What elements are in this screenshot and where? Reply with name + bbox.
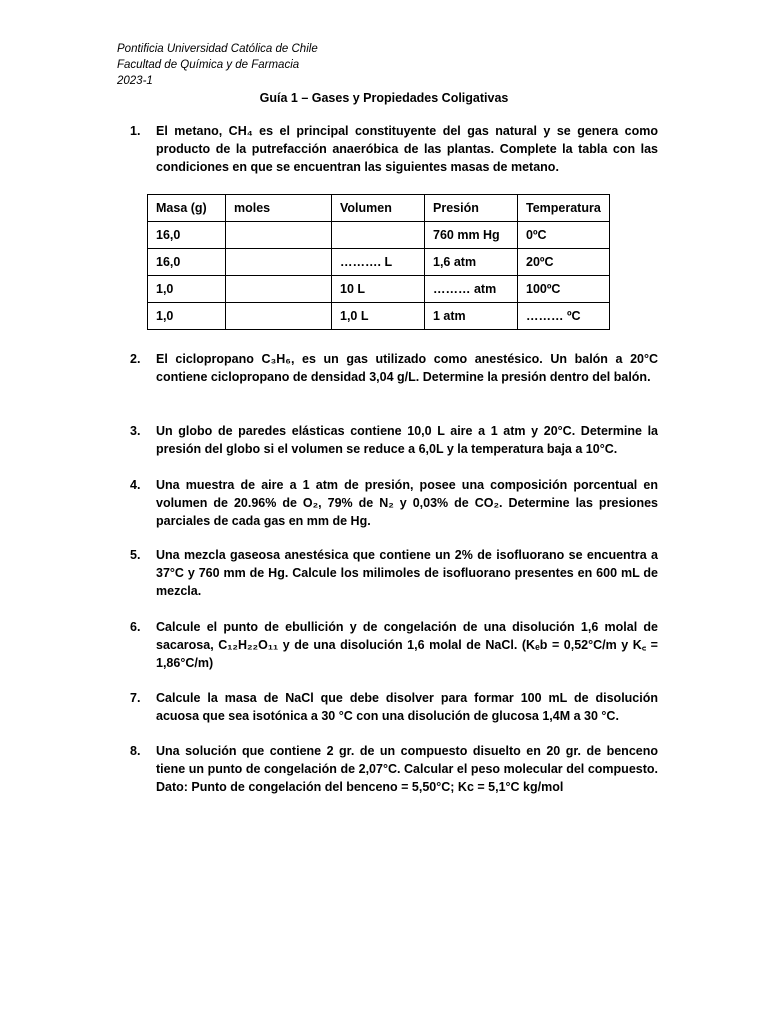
question-text: Una solución que contiene 2 gr. de un compuesto disuelto en 20 gr. de benceno tiene un punto de congelación de 2,07°C. Calcular el peso molecular del compuesto. Dato: Punto de congelación del benceno = 5,50°C; Kc = 5,1°C kg/mol <box>156 744 658 794</box>
question-text: Calcule la masa de NaCl que debe disolver para formar 100 mL de disolución acuosa que sea isotónica a 30 °C con una disolución de glucosa 1,4M a 30 °C. <box>156 691 658 723</box>
header-pressure: Presión <box>425 195 518 222</box>
table-header-row <box>148 195 610 222</box>
table-cell: 16,0 <box>148 249 226 276</box>
question-text: Una mezcla gaseosa anestésica que contiene un 2% de isofluorano se encuentra a 37°C y 760 mm de Hg. Calcule los milimoles de isofluorano presentes en 600 mL de mezcla. <box>156 548 658 598</box>
table-cell: ………. L <box>332 249 425 276</box>
table-row <box>148 276 610 303</box>
question-number: 1. <box>130 124 141 138</box>
question-7 <box>130 689 658 725</box>
question-number: 3. <box>130 424 141 438</box>
term: 2023-1 <box>117 75 153 87</box>
table-cell: 1,6 atm <box>425 249 518 276</box>
table-cell <box>226 249 332 276</box>
table-cell: 100ºC <box>518 276 610 303</box>
table-cell: 20ºC <box>518 249 610 276</box>
question-text: Un globo de paredes elásticas contiene 10,0 L aire a 1 atm y 20°C. Determine la presión del globo si el volumen se reduce a 6,0L y la temperatura baja a 10°C. <box>156 424 658 456</box>
table-cell: 1,0 L <box>332 303 425 330</box>
question-number: 7. <box>130 691 141 705</box>
table-cell <box>332 222 425 249</box>
question-6 <box>130 618 658 672</box>
table-row <box>148 303 610 330</box>
table-cell: 0ºC <box>518 222 610 249</box>
question-text: El metano, CH₄ es el principal constituyente del gas natural y se genera como producto de la putrefacción anaeróbica de las plantas. Complete la tabla con las condiciones en que se encuentran las siguientes masas de metano. <box>156 124 658 174</box>
question-4 <box>130 476 658 530</box>
question-number: 6. <box>130 620 141 634</box>
header-temperature: Temperatura <box>518 195 610 222</box>
document-header <box>117 41 318 89</box>
question-text: El ciclopropano C₃H₆, es un gas utilizado como anestésico. Un balón a 20°C contiene ciclopropano de densidad 3,04 g/L. Determine la presión dentro del balón. <box>156 352 658 384</box>
university-name: Pontificia Universidad Católica de Chile <box>117 43 318 55</box>
page-title: Guía 1 – Gases y Propiedades Coligativas <box>259 91 509 105</box>
table-cell <box>226 222 332 249</box>
question-2 <box>130 350 658 386</box>
table-row <box>148 222 610 249</box>
methane-table <box>147 194 610 330</box>
table-cell: ……… atm <box>425 276 518 303</box>
question-text: Calcule el punto de ebullición y de congelación de una disolución 1,6 molal de sacarosa, C₁₂H₂₂O₁₁ y de una disolución 1,6 molal de NaCl. (Kₑb = 0,52°C/m y K꜀ = 1,86°C/m) <box>156 620 658 670</box>
header-volume: Volumen <box>332 195 425 222</box>
header-mass: Masa (g) <box>148 195 226 222</box>
table-cell: 1,0 <box>148 303 226 330</box>
table-cell: 1,0 <box>148 276 226 303</box>
question-number: 5. <box>130 548 141 562</box>
table-cell <box>226 276 332 303</box>
table-cell: 760 mm Hg <box>425 222 518 249</box>
question-number: 8. <box>130 744 141 758</box>
question-3 <box>130 422 658 458</box>
table-cell: 10 L <box>332 276 425 303</box>
table-row <box>148 249 610 276</box>
question-number: 2. <box>130 352 141 366</box>
question-text: Una muestra de aire a 1 atm de presión, posee una composición porcentual en volumen de 20.96% de O₂, 79% de N₂ y 0,03% de CO₂. Determine las presiones parciales de cada gas en mm de Hg. <box>156 478 658 528</box>
question-number: 4. <box>130 478 141 492</box>
table-cell: ……… ºC <box>518 303 610 330</box>
table-cell: 1 atm <box>425 303 518 330</box>
faculty-name: Facultad de Química y de Farmacia <box>117 59 300 71</box>
question-8 <box>130 742 658 796</box>
header-moles: moles <box>226 195 332 222</box>
table-cell <box>226 303 332 330</box>
question-1 <box>130 122 658 176</box>
question-5 <box>130 546 658 600</box>
table-cell: 16,0 <box>148 222 226 249</box>
